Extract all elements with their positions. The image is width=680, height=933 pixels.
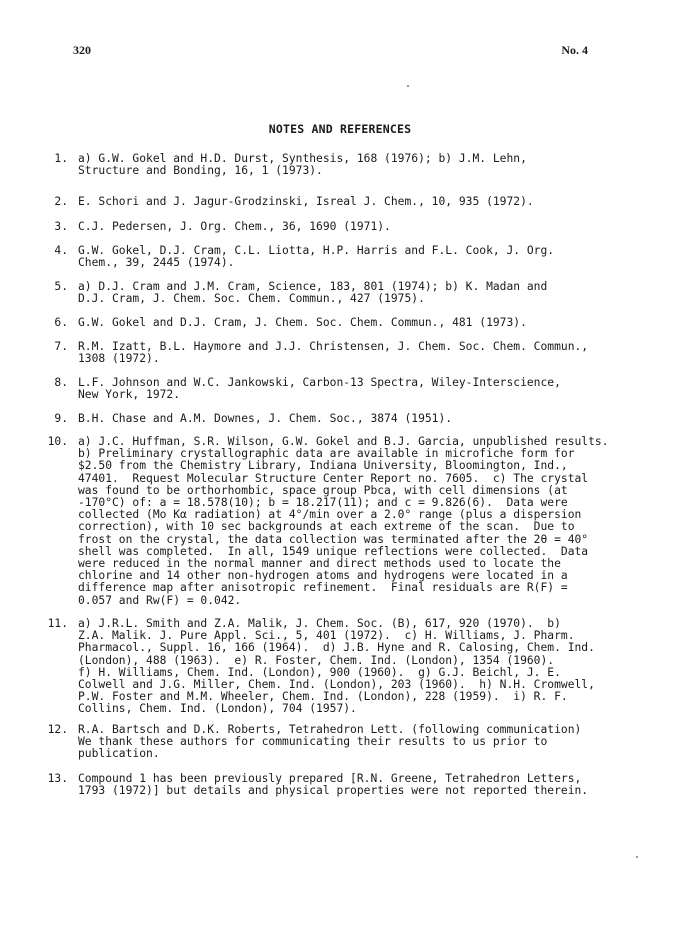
reference-line: 0.057 and Rw(F) = 0.042.: [78, 593, 242, 607]
reference-line: a) D.J. Cram and J.M. Cram, Science, 183, 801 (1974); b) K. Madan and: [78, 280, 548, 293]
reference-text: [78, 153, 650, 177]
print-speck: [636, 856, 638, 858]
reference-line: 1793 (1972)] but details and physical properties were not reported therein.: [78, 784, 589, 798]
reference-line: a) G.W. Gokel and H.D. Durst, Synthesis, 168 (1976); b) J.M. Lehn,: [78, 152, 527, 165]
reference-number: 8.: [54, 376, 68, 389]
reference-text: [78, 377, 650, 401]
reference-line: B.H. Chase and A.M. Downes, J. Chem. Soc., 3874 (1951).: [78, 412, 453, 425]
reference-line: difference map after anisotropic refinement. Final residuals are R(F) =: [78, 581, 568, 595]
reference-line: frost on the crystal, the data collection was terminated after the 2θ = 40°: [78, 532, 589, 546]
reference-number: 9.: [54, 412, 68, 425]
reference-number: 4.: [54, 244, 68, 257]
issue-number: No. 4: [561, 43, 588, 57]
reference-line: -170°C) of: a = 18.578(10); b = 18.217(11); and c = 9.826(6). Data were: [78, 496, 568, 510]
reference-line: a) J.C. Huffman, S.R. Wilson, G.W. Gokel and B.J. Garcia, unpublished results.: [78, 435, 609, 448]
reference-line: 1308 (1972).: [78, 352, 160, 366]
reference-line: chlorine and 14 other non-hydrogen atoms and hydrogens were located in a: [78, 569, 568, 583]
print-speck: [407, 85, 409, 87]
reference-number: 5.: [54, 280, 68, 293]
reference-line: correction), with 10 sec backgrounds at each extreme of the scan. Due to: [78, 520, 575, 534]
reference-line: 47401. Request Molecular Structure Center Report no. 7605. c) The crystal: [78, 471, 589, 485]
reference-line: G.W. Gokel and D.J. Cram, J. Chem. Soc. Chem. Commun., 481 (1973).: [78, 316, 527, 329]
reference-line: Structure and Bonding, 16, 1 (1973).: [78, 164, 323, 178]
reference-line: (London), 488 (1963). e) R. Foster, Chem. Ind. (London), 1354 (1960).: [78, 653, 555, 667]
reference-text: [78, 281, 650, 305]
reference-line: Chem., 39, 2445 (1974).: [78, 256, 235, 270]
reference-line: a) J.R.L. Smith and Z.A. Malik, J. Chem. Soc. (B), 617, 920 (1970). b): [78, 617, 561, 630]
reference-line: E. Schori and J. Jagur-Grodzinski, Isreal J. Chem., 10, 935 (1972).: [78, 195, 534, 208]
reference-text: [78, 618, 650, 716]
reference-text: [78, 196, 650, 208]
reference-line: Pharmacol., Suppl. 16, 166 (1964). d) J.B. Hyne and R. Calosing, Chem. Ind.: [78, 641, 595, 655]
reference-number: 1.: [54, 152, 68, 165]
reference-line: Compound 1 has been previously prepared [R.N. Greene, Tetrahedron Letters,: [78, 772, 582, 785]
reference-line: were reduced in the normal manner and direct methods used to locate the: [78, 557, 561, 571]
reference-line: f) H. Williams, Chem. Ind. (London), 900 (1960). g) G.J. Beichl, J. E.: [78, 665, 561, 679]
reference-line: C.J. Pedersen, J. Org. Chem., 36, 1690 (1971).: [78, 220, 391, 233]
reference-number: 3.: [54, 220, 68, 233]
reference-line: G.W. Gokel, D.J. Cram, C.L. Liotta, H.P. Harris and F.L. Cook, J. Org.: [78, 244, 555, 257]
reference-text: [78, 317, 650, 329]
reference-number: 13.: [47, 772, 68, 785]
section-title: NOTES AND REFERENCES: [268, 122, 412, 136]
reference-line: Z.A. Malik. J. Pure Appl. Sci., 5, 401 (1972). c) H. Williams, J. Pharm.: [78, 629, 575, 643]
reference-number: 12.: [47, 723, 68, 736]
page-number: 320: [73, 43, 91, 57]
reference-text: [78, 221, 650, 233]
reference-number: 10.: [47, 435, 68, 448]
reference-line: was found to be orthorhombic, space group Pbca, with cell dimensions (at: [78, 483, 568, 497]
reference-line: publication.: [78, 747, 160, 761]
reference-number: 2.: [54, 195, 68, 208]
reference-text: [78, 724, 650, 761]
reference-line: L.F. Johnson and W.C. Jankowski, Carbon-13 Spectra, Wiley-Interscience,: [78, 376, 561, 389]
reference-line: collected (Mo Kα radiation) at 4°/min over a 2.0° range (plus a dispersion: [78, 508, 582, 522]
reference-text: [78, 245, 650, 269]
reference-text: [78, 413, 650, 425]
reference-line: P.W. Foster and M.M. Wheeler, Chem. Ind. (London), 228 (1959). i) R. F.: [78, 690, 568, 704]
reference-text: [78, 341, 650, 365]
reference-line: Colwell and J.G. Miller, Chem. Ind. (London), 203 (1960). h) N.H. Cromwell,: [78, 678, 595, 692]
reference-line: D.J. Cram, J. Chem. Soc. Chem. Commun., 427 (1975).: [78, 292, 425, 306]
reference-number: 6.: [54, 316, 68, 329]
reference-line: We thank these authors for communicating their results to us prior to: [78, 735, 548, 749]
reference-number: 7.: [54, 340, 68, 353]
reference-text: [78, 436, 650, 607]
reference-line: $2.50 from the Chemistry Library, Indiana University, Bloomington, Ind.,: [78, 459, 568, 473]
reference-line: New York, 1972.: [78, 388, 181, 402]
reference-text: [78, 773, 650, 797]
reference-number: 11.: [47, 617, 68, 630]
reference-line: b) Preliminary crystallographic data are available in microfiche form for: [78, 447, 575, 461]
reference-line: R.M. Izatt, B.L. Haymore and J.J. Christensen, J. Chem. Soc. Chem. Commun.,: [78, 340, 589, 353]
reference-line: R.A. Bartsch and D.K. Roberts, Tetrahedron Lett. (following communication): [78, 723, 582, 736]
reference-line: Collins, Chem. Ind. (London), 704 (1957).: [78, 702, 357, 716]
reference-line: shell was completed. In all, 1549 unique reflections were collected. Data: [78, 544, 589, 558]
